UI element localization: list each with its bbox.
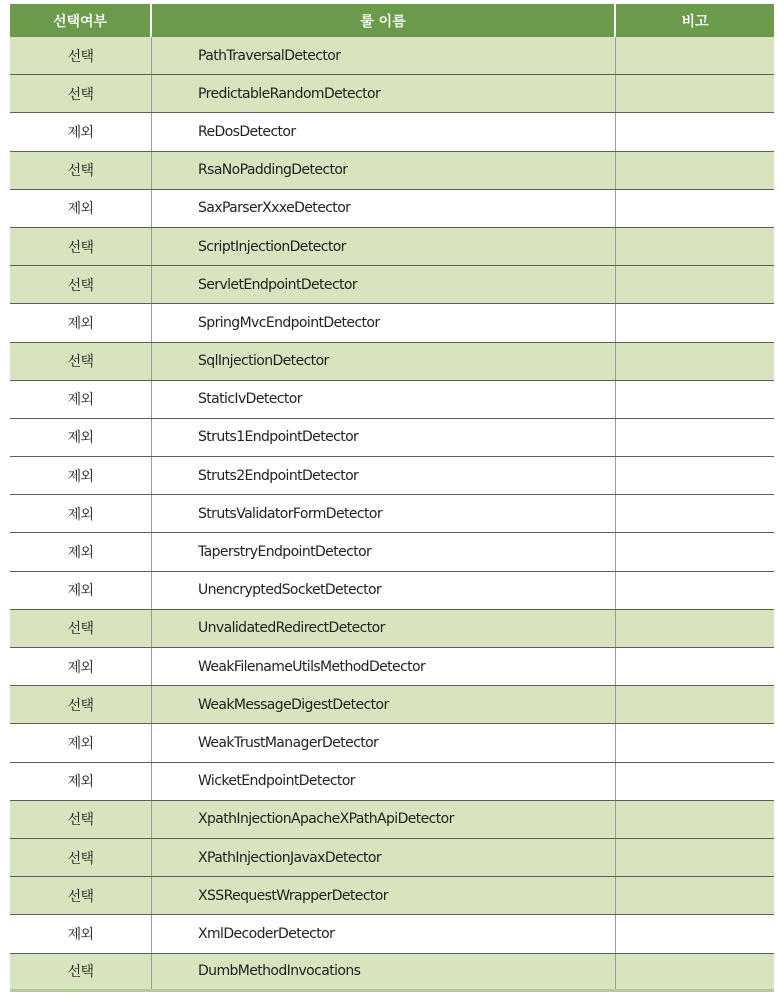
row-rule-name: RsaNoPaddingDetector bbox=[152, 152, 616, 189]
row-rule-name: SaxParserXxxeDetector bbox=[152, 190, 616, 227]
row-note bbox=[616, 533, 774, 570]
row-rule-name: ReDosDetector bbox=[152, 113, 616, 150]
table-row bbox=[10, 877, 774, 915]
row-rule-name: WeakFilenameUtilsMethodDetector bbox=[152, 648, 616, 685]
table-row bbox=[10, 495, 774, 533]
row-note bbox=[616, 572, 774, 609]
row-status: 제외 bbox=[10, 724, 152, 761]
row-rule-name: XpathInjectionApacheXPathApiDetector bbox=[152, 801, 616, 838]
row-note bbox=[616, 915, 774, 952]
table-row bbox=[10, 457, 774, 495]
row-status: 선택 bbox=[10, 839, 152, 876]
row-note bbox=[616, 343, 774, 380]
table-row bbox=[10, 343, 774, 381]
row-status: 제외 bbox=[10, 648, 152, 685]
table-row bbox=[10, 763, 774, 801]
row-rule-name: SpringMvcEndpointDetector bbox=[152, 304, 616, 341]
row-status: 제외 bbox=[10, 419, 152, 456]
header-note: 비고 bbox=[681, 13, 709, 30]
rules-table bbox=[10, 4, 774, 992]
row-note bbox=[616, 457, 774, 494]
row-rule-name: WeakMessageDigestDetector bbox=[152, 686, 616, 723]
row-note bbox=[616, 381, 774, 418]
row-note bbox=[616, 610, 774, 647]
row-note bbox=[616, 152, 774, 189]
row-note bbox=[616, 686, 774, 723]
row-rule-name: ServletEndpointDetector bbox=[152, 266, 616, 303]
row-status: 선택 bbox=[10, 954, 152, 989]
row-status: 제외 bbox=[10, 381, 152, 418]
row-note bbox=[616, 75, 774, 112]
row-note bbox=[616, 495, 774, 532]
row-rule-name: StaticIvDetector bbox=[152, 381, 616, 418]
table-row bbox=[10, 954, 774, 992]
row-note bbox=[616, 266, 774, 303]
row-status: 제외 bbox=[10, 495, 152, 532]
row-note bbox=[616, 113, 774, 150]
table-row bbox=[10, 419, 774, 457]
table-row bbox=[10, 381, 774, 419]
row-status: 선택 bbox=[10, 228, 152, 265]
row-note bbox=[616, 763, 774, 800]
row-status: 제외 bbox=[10, 533, 152, 570]
row-status: 제외 bbox=[10, 113, 152, 150]
row-note bbox=[616, 648, 774, 685]
row-status: 제외 bbox=[10, 304, 152, 341]
row-status: 선택 bbox=[10, 343, 152, 380]
row-status: 선택 bbox=[10, 877, 152, 914]
row-status: 선택 bbox=[10, 686, 152, 723]
row-rule-name: UnvalidatedRedirectDetector bbox=[152, 610, 616, 647]
row-rule-name: XPathInjectionJavaxDetector bbox=[152, 839, 616, 876]
row-status: 제외 bbox=[10, 572, 152, 609]
table-row bbox=[10, 113, 774, 151]
table-row bbox=[10, 304, 774, 342]
row-rule-name: XSSRequestWrapperDetector bbox=[152, 877, 616, 914]
table-row bbox=[10, 839, 774, 877]
row-status: 선택 bbox=[10, 610, 152, 647]
row-note bbox=[616, 37, 774, 74]
table-row bbox=[10, 572, 774, 610]
row-note bbox=[616, 839, 774, 876]
row-rule-name: Struts2EndpointDetector bbox=[152, 457, 616, 494]
row-rule-name: Struts1EndpointDetector bbox=[152, 419, 616, 456]
row-status: 선택 bbox=[10, 75, 152, 112]
row-rule-name: PathTraversalDetector bbox=[152, 37, 616, 74]
table-row bbox=[10, 190, 774, 228]
table-row bbox=[10, 648, 774, 686]
table-row bbox=[10, 610, 774, 648]
row-rule-name: WeakTrustManagerDetector bbox=[152, 724, 616, 761]
table-row bbox=[10, 152, 774, 190]
row-rule-name: StrutsValidatorFormDetector bbox=[152, 495, 616, 532]
table-row bbox=[10, 75, 774, 113]
row-status: 선택 bbox=[10, 266, 152, 303]
row-status: 제외 bbox=[10, 190, 152, 227]
table-row bbox=[10, 228, 774, 266]
row-rule-name: UnencryptedSocketDetector bbox=[152, 572, 616, 609]
row-note bbox=[616, 419, 774, 456]
row-status: 선택 bbox=[10, 37, 152, 74]
row-rule-name: WicketEndpointDetector bbox=[152, 763, 616, 800]
row-rule-name: SqlInjectionDetector bbox=[152, 343, 616, 380]
row-status: 선택 bbox=[10, 801, 152, 838]
row-note bbox=[616, 954, 774, 989]
row-rule-name: TaperstryEndpointDetector bbox=[152, 533, 616, 570]
row-note bbox=[616, 724, 774, 761]
row-note bbox=[616, 801, 774, 838]
table-row bbox=[10, 266, 774, 304]
row-status: 제외 bbox=[10, 915, 152, 952]
row-rule-name: ScriptInjectionDetector bbox=[152, 228, 616, 265]
header-select-status: 선택여부 bbox=[10, 4, 152, 37]
row-status: 제외 bbox=[10, 457, 152, 494]
table-row bbox=[10, 724, 774, 762]
table-row bbox=[10, 37, 774, 75]
table-body bbox=[10, 37, 774, 992]
header-rule-name: 룰 이름 bbox=[152, 4, 616, 37]
row-rule-name: PredictableRandomDetector bbox=[152, 75, 616, 112]
table-row bbox=[10, 801, 774, 839]
row-note bbox=[616, 304, 774, 341]
table-row bbox=[10, 915, 774, 953]
row-note bbox=[616, 228, 774, 265]
row-rule-name: DumbMethodInvocations bbox=[152, 954, 616, 989]
row-note bbox=[616, 190, 774, 227]
row-status: 제외 bbox=[10, 763, 152, 800]
row-status: 선택 bbox=[10, 152, 152, 189]
table-row bbox=[10, 686, 774, 724]
table-header bbox=[10, 4, 774, 37]
table-row bbox=[10, 533, 774, 571]
row-note bbox=[616, 877, 774, 914]
row-rule-name: XmlDecoderDetector bbox=[152, 915, 616, 952]
